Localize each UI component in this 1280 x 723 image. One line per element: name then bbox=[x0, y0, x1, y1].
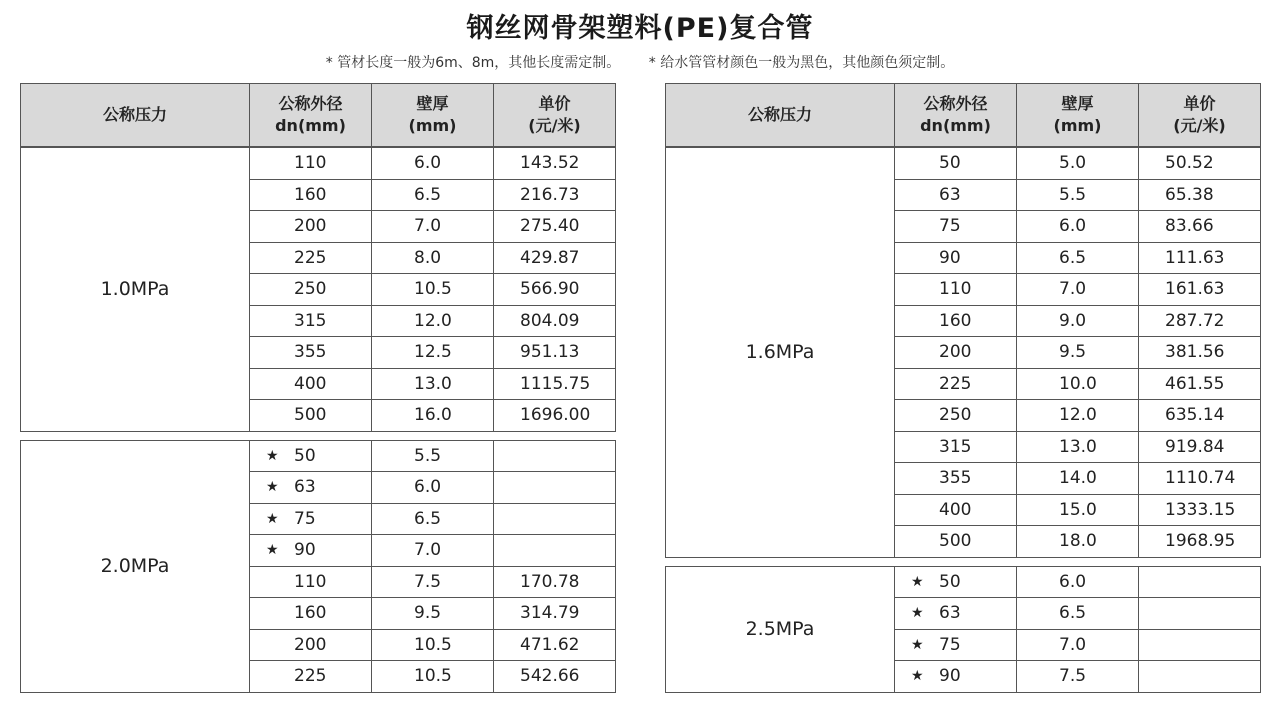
price-cell: 429.87 bbox=[494, 242, 616, 274]
dn-cell bbox=[250, 472, 372, 504]
page-title: 钢丝网骨架塑料(PE)复合管 bbox=[466, 13, 814, 44]
wall-cell: 10.5 bbox=[372, 274, 494, 306]
dn-cell bbox=[895, 147, 1017, 179]
dn-cell bbox=[250, 661, 372, 693]
dn-value: 355 bbox=[939, 468, 972, 489]
dn-cell bbox=[895, 211, 1017, 243]
wall-cell: 13.0 bbox=[1017, 431, 1139, 463]
wall-cell: 7.0 bbox=[372, 211, 494, 243]
dn-value: 75 bbox=[939, 634, 961, 655]
table-row bbox=[666, 566, 1261, 598]
wall-cell: 6.0 bbox=[1017, 566, 1139, 598]
star-icon: ★ bbox=[266, 479, 279, 496]
header-row bbox=[666, 84, 1261, 148]
dn-cell bbox=[895, 242, 1017, 274]
dn-value: 90 bbox=[294, 540, 316, 561]
wall-cell: 9.0 bbox=[1017, 305, 1139, 337]
dn-value: 355 bbox=[294, 342, 327, 363]
dn-cell bbox=[250, 629, 372, 661]
dn-value: 160 bbox=[294, 603, 327, 624]
dn-cell bbox=[895, 274, 1017, 306]
wall-cell: 6.5 bbox=[372, 179, 494, 211]
table-row bbox=[21, 440, 616, 472]
price-cell: 111.63 bbox=[1139, 242, 1261, 274]
dn-cell bbox=[895, 526, 1017, 558]
price-cell: 50.52 bbox=[1139, 147, 1261, 179]
wall-cell: 18.0 bbox=[1017, 526, 1139, 558]
price-cell: 275.40 bbox=[494, 211, 616, 243]
dn-value: 400 bbox=[939, 499, 972, 520]
dn-value: 160 bbox=[294, 184, 327, 205]
price-cell: 635.14 bbox=[1139, 400, 1261, 432]
dn-value: 63 bbox=[939, 184, 961, 205]
pressure-cell: 1.6MPa bbox=[666, 147, 895, 557]
dn-cell bbox=[895, 305, 1017, 337]
wall-cell: 6.5 bbox=[1017, 598, 1139, 630]
header-dn: 公称外径 dn(mm) bbox=[895, 84, 1017, 148]
price-cell bbox=[1139, 598, 1261, 630]
dn-cell bbox=[250, 598, 372, 630]
price-cell: 1696.00 bbox=[494, 400, 616, 432]
star-icon: ★ bbox=[911, 605, 924, 622]
dn-value: 110 bbox=[939, 279, 972, 300]
dn-cell bbox=[250, 503, 372, 535]
dn-value: 200 bbox=[294, 216, 327, 237]
dn-cell bbox=[250, 305, 372, 337]
dn-cell bbox=[895, 368, 1017, 400]
wall-cell: 6.0 bbox=[1017, 211, 1139, 243]
price-cell: 216.73 bbox=[494, 179, 616, 211]
dn-cell bbox=[250, 147, 372, 179]
price-cell bbox=[1139, 661, 1261, 693]
price-cell: 471.62 bbox=[494, 629, 616, 661]
price-cell bbox=[1139, 566, 1261, 598]
price-cell: 919.84 bbox=[1139, 431, 1261, 463]
dn-value: 225 bbox=[294, 666, 327, 687]
dn-value: 500 bbox=[294, 405, 327, 426]
price-cell: 566.90 bbox=[494, 274, 616, 306]
star-icon: ★ bbox=[911, 636, 924, 653]
note-length: * 管材长度一般为6m、8m，其他长度需定制。 bbox=[325, 55, 621, 71]
dn-cell bbox=[250, 535, 372, 567]
wall-cell: 7.0 bbox=[372, 535, 494, 567]
wall-cell: 5.5 bbox=[372, 440, 494, 472]
wall-cell: 13.0 bbox=[372, 368, 494, 400]
gap-cell bbox=[21, 431, 616, 440]
dn-value: 75 bbox=[294, 508, 316, 529]
price-cell bbox=[494, 472, 616, 504]
wall-cell: 6.5 bbox=[372, 503, 494, 535]
wall-cell: 16.0 bbox=[372, 400, 494, 432]
wall-cell: 12.0 bbox=[372, 305, 494, 337]
wall-cell: 9.5 bbox=[372, 598, 494, 630]
dn-value: 250 bbox=[939, 405, 972, 426]
price-cell: 170.78 bbox=[494, 566, 616, 598]
star-icon: ★ bbox=[266, 447, 279, 464]
dn-cell bbox=[895, 337, 1017, 369]
price-cell: 1110.74 bbox=[1139, 463, 1261, 495]
dn-value: 200 bbox=[294, 634, 327, 655]
wall-cell: 15.0 bbox=[1017, 494, 1139, 526]
note-color: * 给水管管材颜色一般为黑色，其他颜色须定制。 bbox=[648, 55, 955, 71]
dn-cell bbox=[895, 179, 1017, 211]
dn-cell bbox=[250, 211, 372, 243]
dn-value: 75 bbox=[939, 216, 961, 237]
price-cell: 1115.75 bbox=[494, 368, 616, 400]
price-table-right bbox=[665, 83, 1261, 693]
wall-cell: 12.0 bbox=[1017, 400, 1139, 432]
dn-value: 63 bbox=[939, 603, 961, 624]
header-pressure: 公称压力 bbox=[666, 84, 895, 148]
dn-value: 315 bbox=[294, 310, 327, 331]
wall-cell: 12.5 bbox=[372, 337, 494, 369]
dn-value: 50 bbox=[294, 445, 316, 466]
dn-value: 110 bbox=[294, 571, 327, 592]
header-pressure: 公称压力 bbox=[21, 84, 250, 148]
price-cell bbox=[1139, 629, 1261, 661]
price-cell: 143.52 bbox=[494, 147, 616, 179]
dn-value: 225 bbox=[939, 373, 972, 394]
dn-cell bbox=[250, 400, 372, 432]
price-cell: 804.09 bbox=[494, 305, 616, 337]
wall-cell: 5.0 bbox=[1017, 147, 1139, 179]
price-table-left bbox=[20, 83, 616, 693]
wall-cell: 7.5 bbox=[372, 566, 494, 598]
wall-cell: 10.5 bbox=[372, 661, 494, 693]
price-cell: 314.79 bbox=[494, 598, 616, 630]
wall-cell: 10.5 bbox=[372, 629, 494, 661]
price-cell: 287.72 bbox=[1139, 305, 1261, 337]
dn-cell bbox=[250, 566, 372, 598]
notes bbox=[0, 52, 1280, 72]
dn-cell bbox=[250, 337, 372, 369]
dn-cell bbox=[895, 400, 1017, 432]
price-cell bbox=[494, 440, 616, 472]
price-cell: 951.13 bbox=[494, 337, 616, 369]
price-cell: 381.56 bbox=[1139, 337, 1261, 369]
star-icon: ★ bbox=[911, 668, 924, 685]
star-icon: ★ bbox=[911, 573, 924, 590]
dn-value: 160 bbox=[939, 310, 972, 331]
pressure-cell: 2.5MPa bbox=[666, 566, 895, 692]
wall-cell: 9.5 bbox=[1017, 337, 1139, 369]
dn-cell bbox=[895, 661, 1017, 693]
price-cell: 161.63 bbox=[1139, 274, 1261, 306]
dn-value: 225 bbox=[294, 247, 327, 268]
wall-cell: 10.0 bbox=[1017, 368, 1139, 400]
dn-value: 200 bbox=[939, 342, 972, 363]
price-cell: 65.38 bbox=[1139, 179, 1261, 211]
dn-cell bbox=[895, 494, 1017, 526]
wall-cell: 6.5 bbox=[1017, 242, 1139, 274]
dn-value: 315 bbox=[939, 436, 972, 457]
wall-cell: 7.5 bbox=[1017, 661, 1139, 693]
group-gap bbox=[666, 557, 1261, 566]
wall-cell: 6.0 bbox=[372, 147, 494, 179]
dn-value: 110 bbox=[294, 153, 327, 174]
price-cell bbox=[494, 503, 616, 535]
dn-cell bbox=[895, 431, 1017, 463]
price-cell: 461.55 bbox=[1139, 368, 1261, 400]
pressure-cell: 1.0MPa bbox=[21, 147, 250, 431]
header-wall: 壁厚 (mm) bbox=[1017, 84, 1139, 148]
header-price: 单价 (元/米) bbox=[1139, 84, 1261, 148]
star-icon: ★ bbox=[266, 542, 279, 559]
header-dn: 公称外径 dn(mm) bbox=[250, 84, 372, 148]
dn-cell bbox=[895, 598, 1017, 630]
dn-value: 50 bbox=[939, 571, 961, 592]
header-row bbox=[21, 84, 616, 148]
dn-cell bbox=[895, 463, 1017, 495]
wall-cell: 14.0 bbox=[1017, 463, 1139, 495]
dn-value: 250 bbox=[294, 279, 327, 300]
dn-cell bbox=[895, 629, 1017, 661]
wall-cell: 7.0 bbox=[1017, 629, 1139, 661]
price-cell: 542.66 bbox=[494, 661, 616, 693]
gap-cell bbox=[666, 557, 1261, 566]
dn-value: 90 bbox=[939, 666, 961, 687]
wall-cell: 5.5 bbox=[1017, 179, 1139, 211]
dn-cell bbox=[895, 566, 1017, 598]
price-cell bbox=[494, 535, 616, 567]
price-cell: 83.66 bbox=[1139, 211, 1261, 243]
dn-value: 400 bbox=[294, 373, 327, 394]
dn-cell bbox=[250, 368, 372, 400]
price-cell: 1333.15 bbox=[1139, 494, 1261, 526]
wall-cell: 6.0 bbox=[372, 472, 494, 504]
dn-cell bbox=[250, 179, 372, 211]
header-wall: 壁厚 (mm) bbox=[372, 84, 494, 148]
header-price: 单价 (元/米) bbox=[494, 84, 616, 148]
dn-cell bbox=[250, 440, 372, 472]
star-icon: ★ bbox=[266, 510, 279, 527]
dn-value: 90 bbox=[939, 247, 961, 268]
dn-cell bbox=[250, 242, 372, 274]
table-row bbox=[21, 147, 616, 179]
wall-cell: 7.0 bbox=[1017, 274, 1139, 306]
table-row bbox=[666, 147, 1261, 179]
wall-cell: 8.0 bbox=[372, 242, 494, 274]
dn-cell bbox=[250, 274, 372, 306]
pressure-cell: 2.0MPa bbox=[21, 440, 250, 692]
dn-value: 50 bbox=[939, 153, 961, 174]
price-cell: 1968.95 bbox=[1139, 526, 1261, 558]
dn-value: 63 bbox=[294, 477, 316, 498]
dn-value: 500 bbox=[939, 531, 972, 552]
group-gap bbox=[21, 431, 616, 440]
